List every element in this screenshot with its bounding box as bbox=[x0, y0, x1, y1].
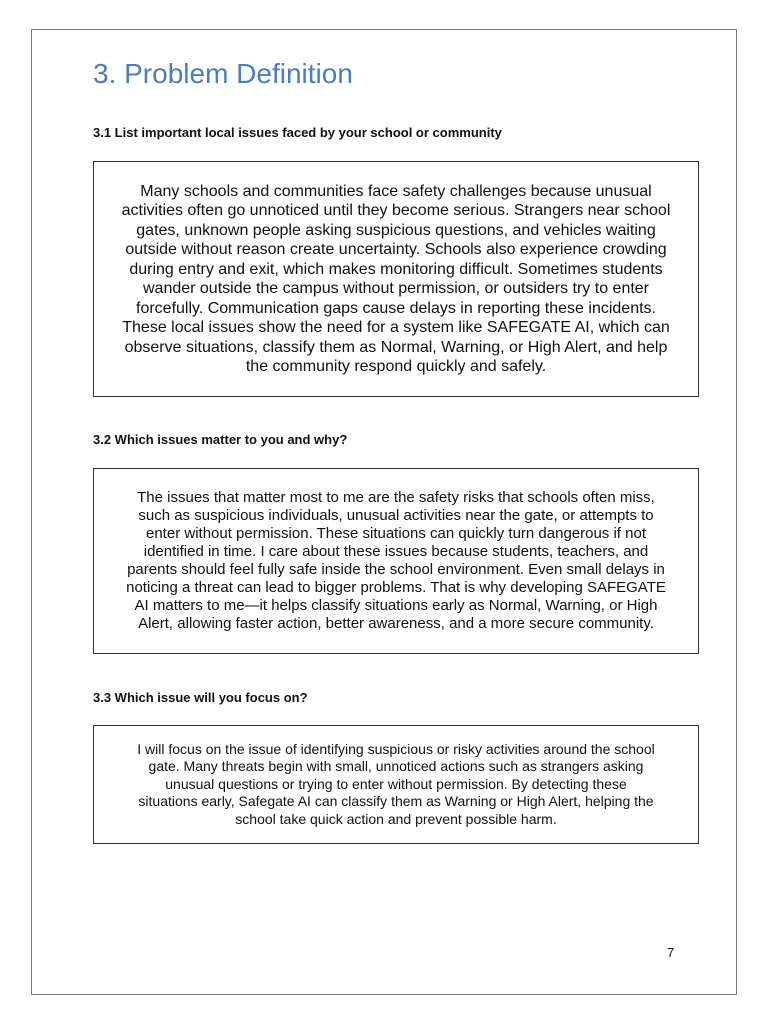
answer-box-3-1 bbox=[93, 161, 699, 397]
answer-box-3-3 bbox=[93, 725, 699, 844]
answer-text-3-3: I will focus on the issue of identifying suspicious or risky activities around the school gate. Many threats begin with small, unnoticed actions such as strangers asking unusual questions or trying to enter without permission. By detecting these situations early, Safegate AI can classify them as Warning or High Alert, helping the school take quick action and prevent possible harm. bbox=[137, 740, 655, 827]
page-title: 3. Problem Definition bbox=[93, 58, 353, 89]
answer-box-3-2 bbox=[93, 468, 699, 654]
answer-text-3-2: The issues that matter most to me are the safety risks that schools often miss, such as suspicious individuals, unusual activities near the gate, or attempts to enter without permission. These situations can quickly turn dangerous if not identified in time. I care about these issues because students, teachers, and parents should feel fully safe inside the school environment. Even small delays in noticing a threat can lead to bigger problems. That is why developing SAFEGATE AI matters to me—it helps classify situations early as Normal, Warning, or High Alert, allowing faster action, better awareness, and a more secure community. bbox=[126, 489, 666, 632]
question-3-3: 3.3 Which issue will you focus on? bbox=[93, 690, 308, 705]
answer-text-3-1: Many schools and communities face safety challenges because unusual activities often go unnoticed until they become serious. Strangers near school gates, unknown people asking suspicious questions, and vehicles waiting outside without reason create uncertainty. Schools also experience crowding during entry and exit, which makes monitoring difficult. Sometimes students wander outside the campus without permission, or outsiders try to enter forcefully. Communication gaps cause delays in reporting these incidents. These local issues show the need for a system like SAFEGATE AI, which can observe situations, classify them as Normal, Warning, or High Alert, and help the community respond quickly and safely. bbox=[121, 182, 671, 375]
question-3-2: 3.2 Which issues matter to you and why? bbox=[93, 432, 348, 447]
question-3-1: 3.1 List important local issues faced by your school or community bbox=[93, 125, 502, 140]
page-number: 7 bbox=[667, 945, 675, 960]
